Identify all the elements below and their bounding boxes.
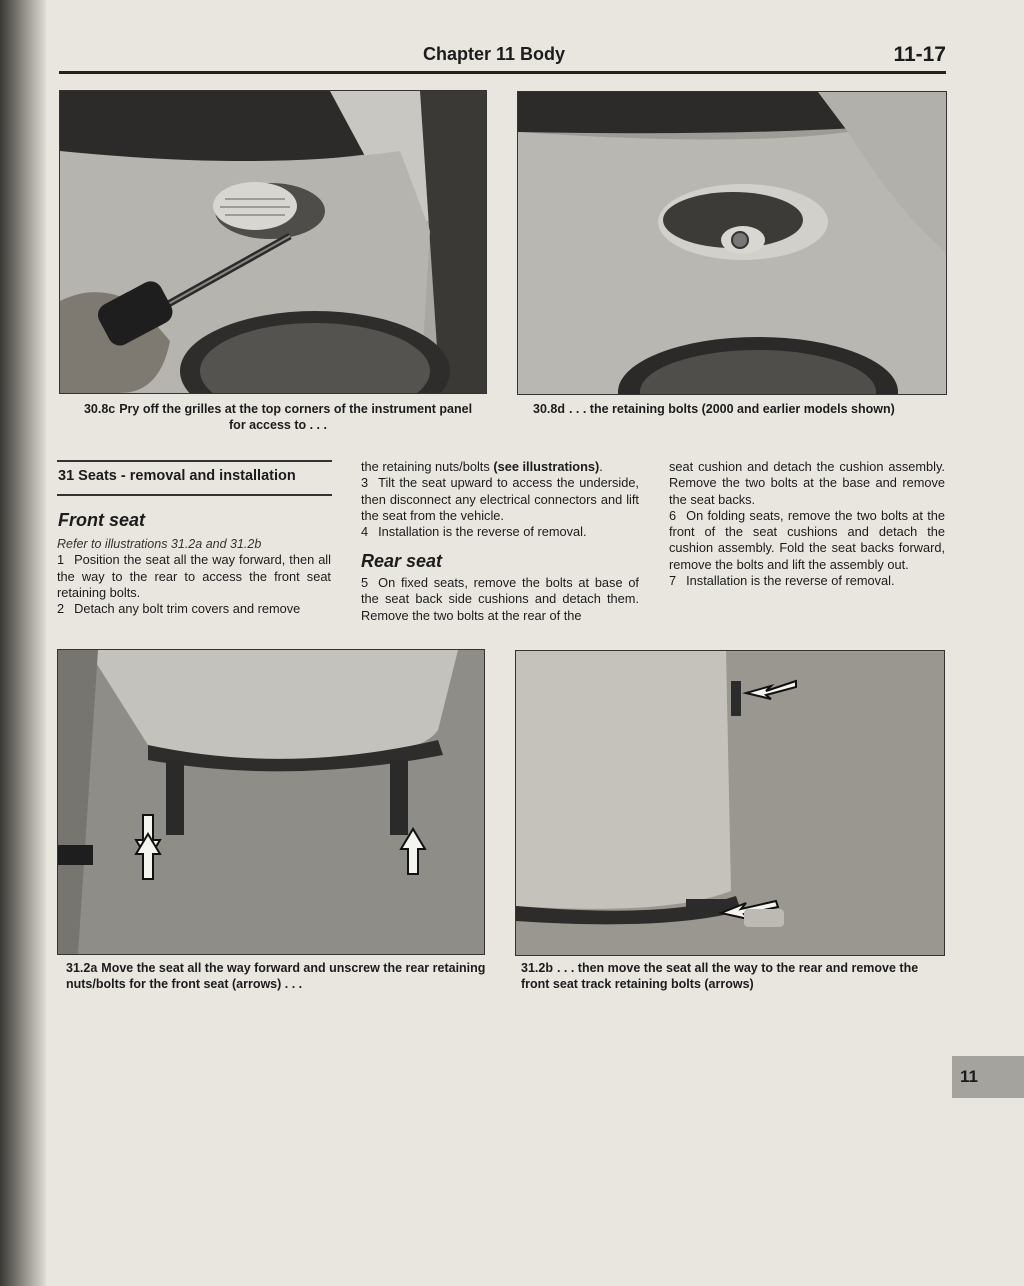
paragraph-text: Installation is the reverse of removal. bbox=[378, 524, 587, 540]
header-rule bbox=[59, 71, 946, 74]
text-column-2 bbox=[361, 459, 639, 540]
caption-30-8c bbox=[78, 401, 478, 433]
paragraph-end: . bbox=[599, 459, 603, 474]
paragraph-text: Position the seat all the way forward, then all the way to the rear to access the front seat retaining bolts. bbox=[57, 552, 331, 600]
paragraph-1 bbox=[57, 552, 331, 601]
paragraph-text: On fixed seats, remove the bolts at base of the seat back side cushions and detach them. Remove the two bolts at the rear of the bbox=[361, 575, 639, 623]
see-illustrations: (see illustrations) bbox=[493, 459, 600, 474]
photo-31-2b bbox=[515, 650, 945, 956]
paragraph-text: On folding seats, remove the two bolts at the front of the seat cushions and detach the cushion assembly. Fold the seat backs forward, remove the bolts and lift the assembly out. bbox=[669, 507, 945, 572]
figure-number: 30.8c bbox=[83, 402, 116, 416]
photo-31-2a bbox=[57, 649, 485, 955]
text-column-2b bbox=[361, 575, 639, 624]
paragraph-number: 5 bbox=[361, 575, 369, 590]
section-rule-top bbox=[57, 460, 332, 462]
figure-caption-text: Pry off the grilles at the top corners of the instrument panel for access to . . . bbox=[119, 402, 473, 432]
caption-30-8d bbox=[533, 401, 943, 417]
text-column-3 bbox=[669, 459, 945, 589]
section-title: 31 Seats - removal and installation bbox=[58, 468, 296, 484]
paragraph-number: 6 bbox=[669, 507, 677, 523]
page-number: 11-17 bbox=[893, 43, 946, 66]
chapter-tab-label: 11 bbox=[960, 1067, 978, 1086]
book-spine-shadow bbox=[0, 0, 46, 1286]
chapter-thumb-tab bbox=[952, 1056, 1024, 1098]
paragraph-number: 7 bbox=[669, 573, 677, 589]
figure-number: 31.2b bbox=[521, 961, 553, 975]
photo-30-8c bbox=[59, 90, 487, 394]
photo-30-8d bbox=[517, 91, 947, 395]
paragraph-text: Tilt the seat upward to access the underside, then disconnect any electrical connectors and lift the seat from the vehicle. bbox=[361, 475, 639, 523]
figure-caption-text: . . . then move the seat all the way to the rear and remove the front seat track retaining bolts (arrows) bbox=[521, 961, 919, 991]
caption-31-2a bbox=[66, 960, 486, 992]
paragraph-number: 2 bbox=[57, 601, 65, 617]
rear-seat-heading: Rear seat bbox=[361, 551, 443, 571]
text-column-1 bbox=[57, 536, 331, 617]
paragraph-5-continued: seat cushion and detach the cushion assembly. Remove the two bolts at the base and remove the seat backs. bbox=[669, 459, 945, 507]
paragraph-2 bbox=[57, 601, 331, 617]
paragraph-7 bbox=[669, 573, 945, 589]
caption-31-2b bbox=[521, 960, 941, 992]
paragraph-text: Detach any bolt trim covers and remove bbox=[74, 601, 301, 617]
paragraph-2-continued bbox=[361, 459, 639, 475]
paragraph-number: 4 bbox=[361, 524, 369, 540]
figure-caption-text: . . . the retaining bolts (2000 and earlier models shown) bbox=[568, 402, 895, 416]
figure-caption-text: Move the seat all the way forward and unscrew the rear retaining nuts/bolts for the front seat (arrows) . . . bbox=[66, 961, 486, 991]
paragraph-4 bbox=[361, 524, 639, 540]
chapter-title: Chapter 11 Body bbox=[423, 44, 566, 64]
front-seat-heading: Front seat bbox=[58, 510, 146, 530]
paragraph-6 bbox=[669, 508, 945, 573]
paragraph-text: the retaining nuts/bolts bbox=[361, 459, 490, 474]
paragraph-number: 1 bbox=[57, 552, 65, 568]
paragraph-text: Installation is the reverse of removal. bbox=[686, 573, 895, 589]
paragraph-5 bbox=[361, 575, 639, 624]
paragraph-3 bbox=[361, 475, 639, 524]
paragraph-number: 3 bbox=[361, 475, 369, 491]
illustration-reference: Refer to illustrations 31.2a and 31.2b bbox=[57, 537, 262, 551]
section-rule-bottom bbox=[57, 494, 332, 496]
figure-number: 30.8d bbox=[533, 402, 565, 416]
figure-number: 31.2a bbox=[66, 961, 98, 975]
